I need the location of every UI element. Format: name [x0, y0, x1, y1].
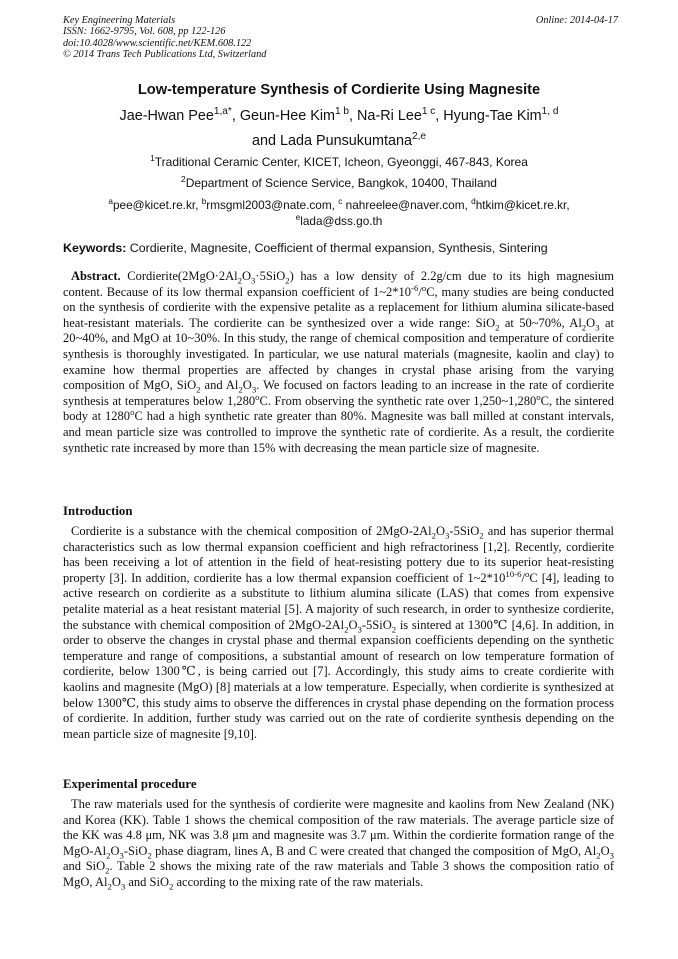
abstract-text: ) has a low density of 2.2g/cm due to its high magnesium content. Because of its low thermal expansion coefficient of 1~2*10	[63, 269, 614, 299]
author-list-line2	[0, 130, 678, 153]
journal-header	[63, 15, 618, 60]
author-name: , Hyung-Tae Kim	[435, 108, 542, 124]
author-list	[0, 105, 678, 128]
journal-copyright: © 2014 Trans Tech Publications Ltd, Switzerland	[63, 48, 267, 60]
keywords-text: Cordierite, Magnesite, Coefficient of thermal expansion, Synthesis, Sintering	[126, 241, 548, 255]
introduction-paragraph	[63, 524, 614, 742]
abstract-text: O	[242, 378, 252, 393]
author-affiliation-mark: 1,a*	[213, 106, 232, 118]
abstract-text: at 20~40%, and MgO at 10~30%. In this study, the range of chemical composition and temperature of cordierite synthesis is thoroughly investigated. In particular, we use natural materials (magnesite, kaolin and clay) to examine how thermal properties are affected by changes in crystal phase arising from the varying composition of MgO, SiO	[63, 315, 614, 393]
paragraph-text: O	[111, 874, 121, 889]
affiliation-2	[0, 176, 678, 190]
subscript: 2	[581, 322, 587, 333]
email-mark: a	[108, 197, 113, 207]
email-line-1	[0, 197, 678, 213]
subscript: 2	[495, 322, 500, 333]
subscript: 2	[237, 275, 243, 286]
experimental-paragraph	[63, 797, 614, 891]
paragraph-text: . Table 2 shows the mixing rate of the raw materials and Table 3 shows the composition ratio of MgO, Al	[63, 859, 614, 889]
paragraph-text: phase diagram, lines A, B and C were created that changed the composition of MgO, Al	[151, 843, 597, 858]
email-link[interactable]: rmsgml2003@nate.com,	[206, 198, 339, 212]
author-emails	[0, 197, 678, 229]
subscript: 3	[119, 850, 124, 861]
author-affiliation-mark: 1 c	[421, 106, 436, 118]
author-name: Jae-Hwan Pee	[119, 108, 214, 124]
paragraph-text: C [4], leading to active research on cordierite as a substitute to lithium alumina silicate (LAS) that comes from expensive petalite material as a heat resistant material [5]. A majority of such research, in order to synthesize cordierite, the substance with chemical composition of 2MgO-2Al	[63, 570, 614, 632]
subscript: 2	[106, 850, 111, 861]
subscript: 3	[357, 624, 362, 635]
superscript: -6	[411, 282, 419, 293]
paragraph-text: O	[600, 843, 610, 858]
subscript: 3	[445, 530, 450, 541]
paragraph-text: O	[348, 617, 358, 632]
email-line-2	[0, 213, 678, 229]
affiliation-mark: 1	[150, 153, 155, 163]
author-affiliation-mark: 2,e	[412, 131, 427, 143]
keywords	[63, 241, 623, 255]
abstract-label: Abstract.	[71, 269, 121, 283]
email-mark: c	[338, 197, 343, 207]
paragraph-text: and has superior thermal characteristics such as low thermal expansion coefficient and high refractoriness [1,2]. Recently, cordierite has been receiving a lot of attention in the field of heat-resisting pottery due to its superior heat-resisting property [3]. In addition, cordierite has a low thermal expansion coefficient of 1~2*10	[63, 524, 614, 585]
keywords-label: Keywords:	[63, 241, 127, 255]
paper-title: Low-temperature Synthesis of Cordierite Using Magnesite	[137, 82, 541, 98]
abstract-text: ·5SiO	[255, 269, 286, 283]
journal-issn: ISSN: 1662-9795, Vol. 608, pp 122-126	[63, 26, 226, 38]
superscript: o	[421, 282, 427, 293]
subscript: 2	[479, 530, 484, 541]
author-name: and Lada Punsukumtana	[251, 133, 412, 149]
email-link[interactable]: htkim@kicet.re.kr,	[475, 198, 570, 212]
email-mark: d	[471, 197, 476, 207]
subscript: 3	[609, 850, 614, 861]
subscript: 2	[391, 624, 397, 635]
subscript: 3	[251, 275, 256, 286]
paragraph-text: is sintered at 1300℃ [4,6]. In addition, in order to observe the changes in crystal phase and thermal expansion coefficients depending on the synthetic temperature and range of compositions, a substantial amount of research on low temperature formation of cordierite, below 1300℃, is being carried out [7]. Accordingly, this study aims to create cordierite with kaolins and magnesite (MgO) [8] materials at a low temperature. Especially, when cordierite is synthesized at below 1300℃, this study aims to observe the differences in crystal phase depending on the formation process of cordierite. In addition, further study was carried out on the rate of cordierite synthesis depending on the mean particle size of magnesite [9,10].	[63, 617, 614, 741]
paragraph-text: and SiO	[63, 859, 106, 874]
paragraph-text: O	[436, 524, 446, 538]
subscript: 2	[196, 384, 201, 395]
abstract-text: C had a high synthetic rate greater than 80%. Magnesite was ball milled at constant intervals, and mean particle size was controlled to improve the synthetic rate of cordierite. As a result, the cordierite synthetic rate increased by more than 15% with decreasing the mean particle size of magnesite.	[63, 409, 614, 455]
author-name: , Geun-Hee Kim	[231, 108, 336, 124]
subscript: 2	[105, 865, 110, 876]
affiliation-text: Traditional Ceramic Center, KICET, Icheon, Gyeonggi, 467-843, Korea	[154, 155, 528, 169]
abstract-text: C. From observing the synthetic rate over 1,250~1,280	[259, 393, 537, 408]
subscript: 2	[596, 850, 601, 861]
superscript: o	[536, 391, 541, 402]
section-heading-introduction: Introduction	[63, 504, 133, 518]
email-link[interactable]: lada@dss.go.th	[300, 214, 383, 228]
subscript: 2	[168, 881, 174, 892]
paragraph-text: -SiO	[123, 843, 148, 858]
subscript: 2	[107, 881, 112, 892]
subscript: 3	[251, 384, 257, 395]
abstract-text: O	[242, 269, 252, 283]
paragraph-text: -5SiO	[361, 617, 392, 632]
affiliation-mark: 2	[181, 174, 186, 184]
affiliation-text: Department of Science Service, Bangkok, 10400, Thailand	[185, 176, 497, 190]
subscript: 2	[238, 384, 243, 395]
abstract-text: C, many studies are being conducted on the synthesis of cordierite with the expensive petalite as a replacement for lithium alumina silicate-based heat-resistant materials. The cordierite can be synthesized over a wide range: SiO	[63, 284, 615, 330]
email-link[interactable]: pee@kicet.re.kr,	[112, 198, 202, 212]
email-mark: b	[201, 197, 207, 207]
abstract-text: /	[418, 284, 422, 299]
abstract-text: O	[586, 315, 596, 330]
journal-name: Key Engineering Materials	[63, 15, 176, 26]
abstract-text: and Al	[200, 378, 239, 393]
author-affiliation-mark: 1, d	[541, 106, 559, 118]
superscript: o	[130, 407, 135, 418]
paragraph-text: according to the mixing rate of the raw materials.	[173, 874, 424, 889]
paragraph-text: and SiO	[125, 874, 169, 889]
abstract-text: . We focused on factors leading to an increase in the rate of cordierite synthesis at temperatures below 1,280	[63, 378, 615, 408]
email-mark: e	[295, 213, 301, 223]
superscript: o	[524, 568, 530, 579]
paragraph-text: -5SiO	[449, 524, 480, 538]
paragraph-text: /	[521, 570, 525, 585]
journal-doi: doi:10.4028/www.scientific.net/KEM.608.122	[63, 37, 252, 49]
abstract-text: C, the sintered body at 1280	[63, 393, 614, 424]
subscript: 2	[431, 530, 436, 541]
email-link[interactable]: nahreelee@naver.com,	[342, 198, 472, 212]
abstract	[63, 269, 614, 456]
subscript: 2	[344, 624, 349, 635]
subscript: 3	[120, 881, 126, 892]
affiliation-1	[0, 155, 678, 169]
section-heading-experimental: Experimental procedure	[63, 777, 197, 791]
abstract-text: at 50~70%, Al	[499, 315, 582, 330]
author-affiliation-mark: 1 b	[335, 106, 350, 118]
online-date: Online: 2014-04-17	[535, 15, 618, 26]
superscript: 10-6	[505, 568, 522, 579]
superscript: o	[255, 391, 260, 402]
subscript: 3	[595, 322, 600, 333]
paragraph-text: The raw materials used for the synthesis of cordierite were magnesite and kaolins from New Zealand (NK) and Korea (KK). Table 1 shows the chemical composition of the raw materials. The average particle size of the KK was 4.8 μm, NK was 3.8 μm and magnesite was 3.7 μm. Within the cordierite formation range of the MgO-Al	[63, 797, 614, 858]
paragraph-text: O	[110, 843, 120, 858]
subscript: 2	[147, 850, 152, 861]
subscript: 2	[285, 275, 290, 286]
paragraph-text: Cordierite is a substance with the chemical composition of 2MgO-2Al	[71, 524, 432, 538]
author-name: , Na-Ri Lee	[349, 108, 422, 124]
abstract-text: Cordierite(2MgO·2Al	[120, 269, 238, 283]
